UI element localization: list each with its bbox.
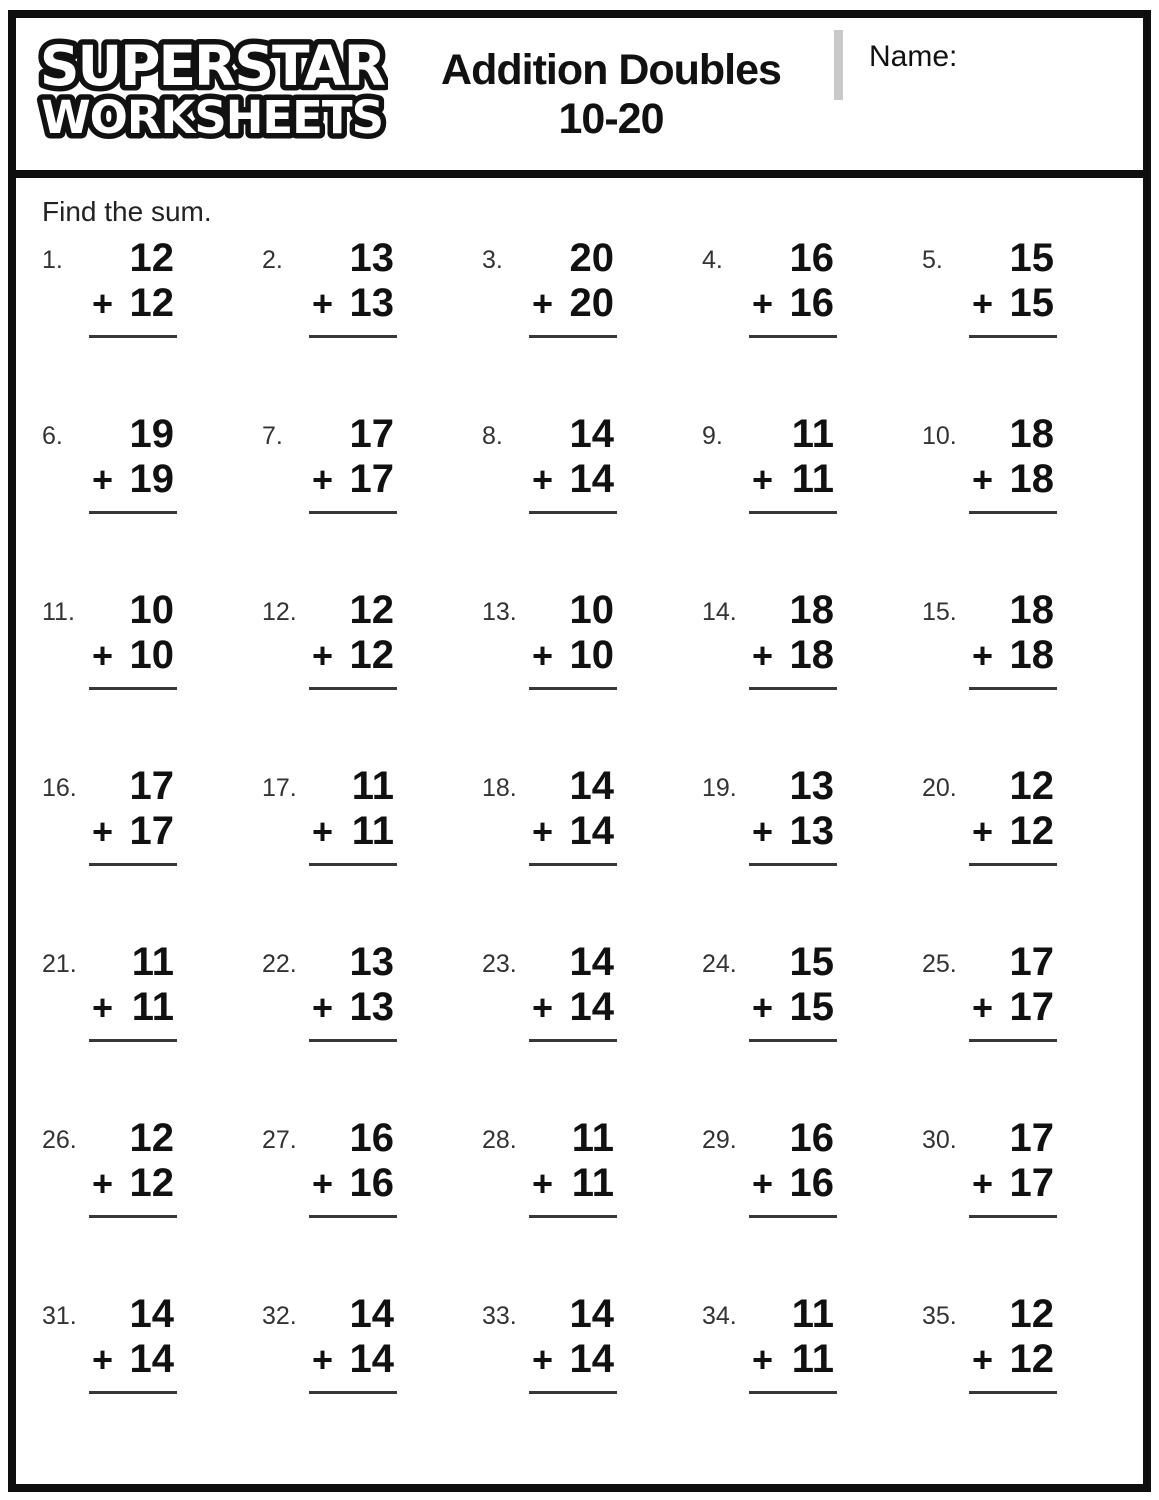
bottom-addend: 12 — [129, 1160, 174, 1205]
problem-work — [92, 1116, 174, 1218]
bottom-row — [532, 633, 614, 678]
problem — [42, 1292, 262, 1468]
top-addend: 16 — [789, 236, 834, 280]
top-addend: 14 — [569, 412, 614, 456]
bottom-row — [972, 809, 1054, 854]
problem-number: 14. — [702, 598, 737, 626]
bottom-addend: 20 — [569, 280, 614, 325]
problem-work — [92, 940, 174, 1042]
problem-work — [972, 1116, 1054, 1218]
problem-work — [972, 236, 1054, 338]
problem-work — [312, 236, 394, 338]
problem-number: 33. — [482, 1302, 517, 1330]
bottom-addend: 17 — [1009, 1160, 1054, 1205]
problem — [262, 764, 482, 940]
answer-line — [89, 502, 177, 514]
plus-sign: + — [92, 1162, 114, 1204]
answer-line — [749, 502, 837, 514]
plus-sign: + — [752, 986, 774, 1028]
bottom-row — [532, 281, 614, 326]
plus-sign: + — [312, 634, 334, 676]
problem-number: 13. — [482, 598, 517, 626]
plus-sign: + — [532, 986, 554, 1028]
bottom-row — [312, 985, 394, 1030]
bottom-addend: 13 — [349, 280, 394, 325]
plus-sign: + — [92, 986, 114, 1028]
top-addend: 11 — [791, 412, 834, 456]
bottom-row — [972, 457, 1054, 502]
bottom-row — [312, 633, 394, 678]
problem — [42, 940, 262, 1116]
answer-line — [749, 854, 837, 866]
plus-sign: + — [532, 810, 554, 852]
bottom-row — [752, 809, 834, 854]
problem — [482, 1292, 702, 1468]
problem-number: 7. — [262, 422, 283, 450]
top-addend: 14 — [569, 940, 614, 984]
answer-line — [749, 678, 837, 690]
bottom-addend: 10 — [569, 632, 614, 677]
bottom-row — [752, 1337, 834, 1382]
bottom-addend: 11 — [351, 808, 394, 853]
problem-number: 5. — [922, 246, 943, 274]
problem — [262, 1292, 482, 1468]
problem — [922, 412, 1142, 588]
worksheet-page — [8, 10, 1151, 1492]
bottom-row — [752, 1161, 834, 1206]
problem-work — [312, 588, 394, 690]
bottom-addend: 10 — [129, 632, 174, 677]
bottom-row — [312, 281, 394, 326]
plus-sign: + — [92, 1338, 114, 1380]
problem-work — [312, 764, 394, 866]
plus-sign: + — [752, 1162, 774, 1204]
problem — [702, 588, 922, 764]
plus-sign: + — [972, 810, 994, 852]
problem-work — [92, 236, 174, 338]
bottom-row — [972, 985, 1054, 1030]
plus-sign: + — [312, 1338, 334, 1380]
problem-work — [532, 1116, 614, 1218]
problem-number: 21. — [42, 950, 77, 978]
problem-work — [752, 940, 834, 1042]
bottom-row — [532, 1337, 614, 1382]
problem-number: 32. — [262, 1302, 297, 1330]
problem — [482, 1116, 702, 1292]
bottom-addend: 14 — [349, 1336, 394, 1381]
top-addend: 11 — [791, 1292, 834, 1336]
answer-line — [969, 1030, 1057, 1042]
problems-grid — [42, 236, 1143, 1468]
problem-work — [752, 588, 834, 690]
top-addend: 14 — [569, 764, 614, 808]
problem-number: 35. — [922, 1302, 957, 1330]
problem-work — [312, 1292, 394, 1394]
problem — [922, 1292, 1142, 1468]
problem-work — [532, 412, 614, 514]
bottom-row — [532, 985, 614, 1030]
top-addend: 14 — [569, 1292, 614, 1336]
plus-sign: + — [312, 810, 334, 852]
top-addend: 12 — [129, 236, 174, 280]
bottom-row — [92, 809, 174, 854]
bottom-addend: 18 — [1009, 456, 1054, 501]
problem — [702, 940, 922, 1116]
problem — [262, 1116, 482, 1292]
problem-work — [92, 764, 174, 866]
problem-work — [972, 764, 1054, 866]
problem — [702, 236, 922, 412]
plus-sign: + — [972, 986, 994, 1028]
answer-line — [89, 1382, 177, 1394]
worksheet-title — [388, 46, 834, 145]
name-label: Name: — [869, 40, 958, 73]
problem — [482, 412, 702, 588]
superstar-worksheets-logo — [36, 30, 388, 148]
problem-number: 16. — [42, 774, 77, 802]
problem — [482, 940, 702, 1116]
bottom-addend: 16 — [789, 280, 834, 325]
problem-number: 31. — [42, 1302, 77, 1330]
plus-sign: + — [92, 634, 114, 676]
bottom-addend: 14 — [129, 1336, 174, 1381]
bottom-row — [532, 1161, 614, 1206]
top-addend: 11 — [351, 764, 394, 808]
bottom-addend: 17 — [129, 808, 174, 853]
top-addend: 18 — [1009, 588, 1054, 632]
worksheet-body — [16, 178, 1143, 1468]
bottom-addend: 15 — [789, 984, 834, 1029]
problem-work — [92, 1292, 174, 1394]
plus-sign: + — [532, 282, 554, 324]
plus-sign: + — [532, 1162, 554, 1204]
logo-line2: WORKSHEETS — [40, 91, 384, 144]
answer-line — [309, 854, 397, 866]
plus-sign: + — [972, 282, 994, 324]
bottom-row — [312, 457, 394, 502]
top-addend: 11 — [571, 1116, 614, 1160]
bottom-addend: 12 — [349, 632, 394, 677]
plus-sign: + — [92, 282, 114, 324]
top-addend: 15 — [789, 940, 834, 984]
plus-sign: + — [752, 458, 774, 500]
top-addend: 13 — [349, 940, 394, 984]
top-addend: 12 — [1009, 1292, 1054, 1336]
worksheet-title-line2: 10-20 — [558, 95, 664, 144]
top-addend: 12 — [129, 1116, 174, 1160]
problem-number: 3. — [482, 246, 503, 274]
bottom-row — [312, 1337, 394, 1382]
instructions-text: Find the sum. — [42, 196, 212, 227]
bottom-row — [752, 281, 834, 326]
problem — [702, 1116, 922, 1292]
top-addend: 15 — [1009, 236, 1054, 280]
top-addend: 20 — [569, 236, 614, 280]
bottom-row — [752, 633, 834, 678]
answer-line — [309, 502, 397, 514]
problem-work — [312, 1116, 394, 1218]
problem-work — [532, 1292, 614, 1394]
problem-number: 23. — [482, 950, 517, 978]
bottom-addend: 16 — [789, 1160, 834, 1205]
bottom-row — [92, 633, 174, 678]
bottom-addend: 12 — [129, 280, 174, 325]
problem-number: 30. — [922, 1126, 957, 1154]
problem-work — [972, 588, 1054, 690]
bottom-addend: 11 — [571, 1160, 614, 1205]
plus-sign: + — [972, 1338, 994, 1380]
answer-line — [309, 1206, 397, 1218]
bottom-row — [532, 457, 614, 502]
problem-work — [752, 236, 834, 338]
problem — [262, 236, 482, 412]
problem-work — [752, 412, 834, 514]
answer-line — [529, 326, 617, 338]
problem-number: 10. — [922, 422, 957, 450]
plus-sign: + — [92, 810, 114, 852]
answer-line — [529, 1206, 617, 1218]
top-addend: 11 — [131, 940, 174, 984]
top-addend: 19 — [129, 412, 174, 456]
problem-number: 12. — [262, 598, 297, 626]
problem — [922, 764, 1142, 940]
answer-line — [89, 1030, 177, 1042]
answer-line — [309, 1030, 397, 1042]
problem — [42, 588, 262, 764]
problem-number: 34. — [702, 1302, 737, 1330]
top-addend: 17 — [349, 412, 394, 456]
problem — [42, 412, 262, 588]
plus-sign: + — [312, 1162, 334, 1204]
answer-line — [969, 502, 1057, 514]
answer-line — [529, 854, 617, 866]
plus-sign: + — [972, 634, 994, 676]
problem — [922, 940, 1142, 1116]
bottom-addend: 17 — [1009, 984, 1054, 1029]
problem-work — [312, 940, 394, 1042]
bottom-row — [312, 809, 394, 854]
problem — [42, 764, 262, 940]
answer-line — [309, 326, 397, 338]
bottom-addend: 17 — [349, 456, 394, 501]
bottom-addend: 14 — [569, 808, 614, 853]
problem-number: 17. — [262, 774, 297, 802]
bottom-addend: 11 — [791, 456, 834, 501]
problem — [42, 236, 262, 412]
problem-work — [752, 1292, 834, 1394]
bottom-row — [92, 457, 174, 502]
plus-sign: + — [752, 1338, 774, 1380]
plus-sign: + — [312, 986, 334, 1028]
top-addend: 13 — [349, 236, 394, 280]
problem-number: 27. — [262, 1126, 297, 1154]
problem-work — [92, 588, 174, 690]
answer-line — [969, 1382, 1057, 1394]
bottom-addend: 14 — [569, 456, 614, 501]
plus-sign: + — [752, 810, 774, 852]
plus-sign: + — [312, 282, 334, 324]
top-addend: 10 — [129, 588, 174, 632]
problem — [702, 764, 922, 940]
bottom-addend: 13 — [789, 808, 834, 853]
bottom-row — [972, 281, 1054, 326]
bottom-row — [92, 1337, 174, 1382]
problem — [702, 412, 922, 588]
answer-line — [309, 678, 397, 690]
problem-number: 29. — [702, 1126, 737, 1154]
answer-line — [749, 1206, 837, 1218]
answer-line — [89, 678, 177, 690]
bottom-addend: 15 — [1009, 280, 1054, 325]
problem — [922, 1116, 1142, 1292]
bottom-addend: 18 — [789, 632, 834, 677]
plus-sign: + — [92, 458, 114, 500]
problem — [262, 412, 482, 588]
problem-number: 11. — [42, 598, 75, 626]
bottom-row — [92, 281, 174, 326]
answer-line — [749, 326, 837, 338]
bottom-addend: 14 — [569, 1336, 614, 1381]
answer-line — [529, 502, 617, 514]
plus-sign: + — [532, 1338, 554, 1380]
answer-line — [969, 1206, 1057, 1218]
top-addend: 12 — [349, 588, 394, 632]
problem-number: 8. — [482, 422, 503, 450]
problem-number: 22. — [262, 950, 297, 978]
problem-number: 25. — [922, 950, 957, 978]
top-addend: 16 — [789, 1116, 834, 1160]
problem — [702, 1292, 922, 1468]
bottom-row — [312, 1161, 394, 1206]
problem — [42, 1116, 262, 1292]
answer-line — [969, 854, 1057, 866]
answer-line — [969, 678, 1057, 690]
plus-sign: + — [532, 458, 554, 500]
problem — [482, 588, 702, 764]
problem — [922, 236, 1142, 412]
top-addend: 17 — [1009, 1116, 1054, 1160]
bottom-addend: 18 — [1009, 632, 1054, 677]
problem-work — [752, 764, 834, 866]
top-addend: 17 — [129, 764, 174, 808]
problem — [262, 940, 482, 1116]
problem-work — [532, 764, 614, 866]
plus-sign: + — [312, 458, 334, 500]
plus-sign: + — [532, 634, 554, 676]
bottom-addend: 11 — [131, 984, 174, 1029]
bottom-row — [972, 633, 1054, 678]
bottom-row — [532, 809, 614, 854]
bottom-row — [972, 1337, 1054, 1382]
problem-work — [752, 1116, 834, 1218]
top-addend: 13 — [789, 764, 834, 808]
bottom-addend: 12 — [1009, 1336, 1054, 1381]
plus-sign: + — [972, 458, 994, 500]
problem-number: 6. — [42, 422, 63, 450]
top-addend: 18 — [789, 588, 834, 632]
problem-number: 19. — [702, 774, 737, 802]
answer-line — [749, 1030, 837, 1042]
answer-line — [749, 1382, 837, 1394]
bottom-addend: 11 — [791, 1336, 834, 1381]
bottom-addend: 14 — [569, 984, 614, 1029]
answer-line — [529, 1382, 617, 1394]
name-divider-bar — [834, 30, 843, 100]
answer-line — [529, 678, 617, 690]
problem-number: 2. — [262, 246, 283, 274]
bottom-row — [92, 985, 174, 1030]
top-addend: 14 — [129, 1292, 174, 1336]
problem-number: 15. — [922, 598, 957, 626]
answer-line — [529, 1030, 617, 1042]
top-addend: 10 — [569, 588, 614, 632]
bottom-addend: 12 — [1009, 808, 1054, 853]
bottom-addend: 19 — [129, 456, 174, 501]
top-addend: 16 — [349, 1116, 394, 1160]
answer-line — [89, 1206, 177, 1218]
problem — [262, 588, 482, 764]
bottom-addend: 13 — [349, 984, 394, 1029]
top-addend: 12 — [1009, 764, 1054, 808]
problem-work — [532, 236, 614, 338]
bottom-row — [972, 1161, 1054, 1206]
problem-work — [92, 412, 174, 514]
problem — [482, 764, 702, 940]
answer-line — [969, 326, 1057, 338]
problem-work — [532, 588, 614, 690]
problem-number: 4. — [702, 246, 723, 274]
problem-work — [972, 1292, 1054, 1394]
bottom-addend: 16 — [349, 1160, 394, 1205]
problem-work — [532, 940, 614, 1042]
top-addend: 18 — [1009, 412, 1054, 456]
problem-number: 24. — [702, 950, 737, 978]
problem-number: 18. — [482, 774, 517, 802]
problem — [482, 236, 702, 412]
problem-work — [972, 412, 1054, 514]
problem-number: 9. — [702, 422, 723, 450]
plus-sign: + — [752, 634, 774, 676]
answer-line — [309, 1382, 397, 1394]
problem-number: 20. — [922, 774, 957, 802]
problem — [922, 588, 1142, 764]
problem-work — [312, 412, 394, 514]
name-area — [843, 18, 1143, 74]
bottom-row — [752, 457, 834, 502]
problem-number: 28. — [482, 1126, 517, 1154]
bottom-row — [752, 985, 834, 1030]
problem-work — [972, 940, 1054, 1042]
answer-line — [89, 326, 177, 338]
logo-line1: SUPERSTAR — [39, 34, 385, 98]
worksheet-title-line1: Addition Doubles — [441, 46, 781, 94]
plus-sign: + — [752, 282, 774, 324]
plus-sign: + — [972, 1162, 994, 1204]
top-addend: 14 — [349, 1292, 394, 1336]
problem-number: 1. — [42, 246, 63, 274]
answer-line — [89, 854, 177, 866]
top-addend: 17 — [1009, 940, 1054, 984]
bottom-row — [92, 1161, 174, 1206]
problem-number: 26. — [42, 1126, 77, 1154]
worksheet-header — [16, 18, 1143, 178]
